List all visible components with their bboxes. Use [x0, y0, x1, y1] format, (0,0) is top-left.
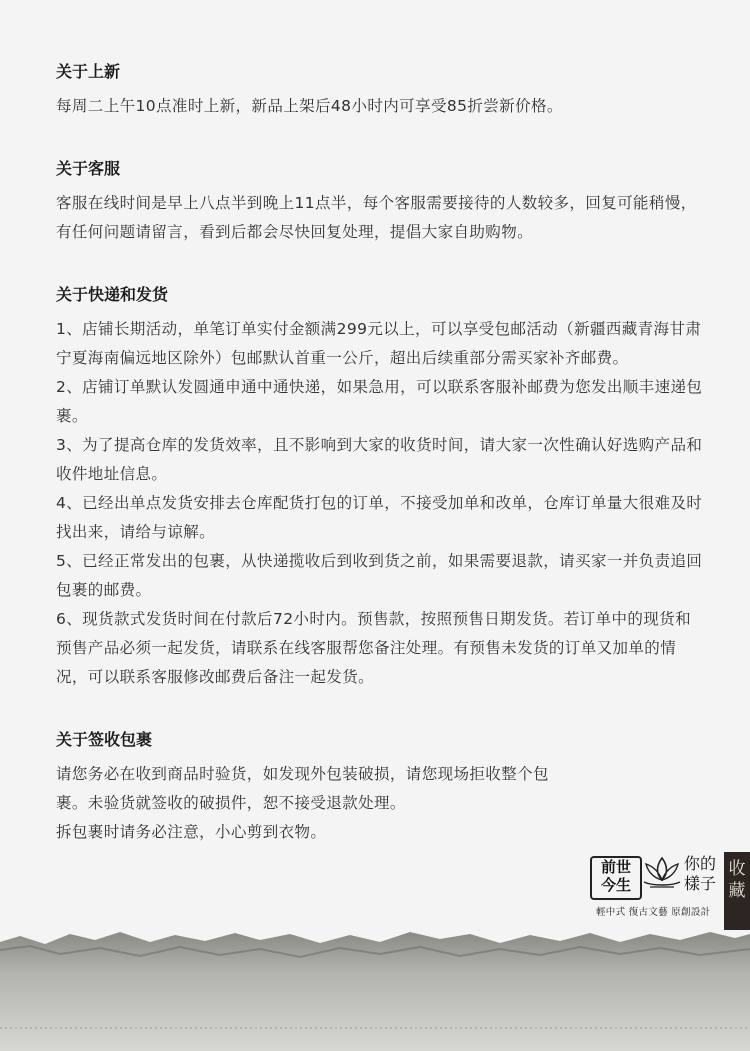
logo-tagline: 輕中式 復古文藝 原創設計 — [596, 907, 711, 918]
logo-left-block — [590, 856, 642, 900]
section-new-arrivals — [56, 58, 706, 121]
section-paragraph: 每周二上午10点准时上新，新品上架后48小时内可享受85折尝新价格。 — [56, 97, 563, 115]
torn-paper-decoration — [0, 920, 750, 1051]
section-paragraph: 2、店铺订单默认发圆通申通中通快递，如果急用，可以联系客服补邮费为您发出顺丰速递包裹。 — [56, 378, 703, 425]
logo-right-line: 你的 — [683, 854, 716, 873]
section-paragraph: 1、店铺长期活动，单笔订单实付金额满299元以上，可以享受包邮活动（新疆西藏青海甘肃宁夏海南偏远地区除外）包邮默认首重一公斤，超出后续重部分需买家补齐邮费。 — [56, 320, 702, 367]
section-paragraph: 拆包裹时请务必注意，小心剪到衣物。 — [56, 823, 327, 841]
section-customer-service — [56, 155, 706, 247]
section-paragraph: 客服在线时间是早上八点半到晚上11点半，每个客服需要接待的人数较多，回复可能稍慢，有任何问题请留言，看到后都会尽快回复处理，提倡大家自助购物。 — [56, 194, 697, 241]
section-title: 关于客服 — [56, 159, 121, 178]
section-paragraph: 请您务必在收到商品时验货，如发现外包装破损，请您现场拒收整个包裹。未验货就签收的破损件，恕不接受退款处理。 — [56, 765, 549, 812]
collect-seal[interactable] — [724, 852, 750, 930]
logo-left-text: 今生 — [600, 876, 631, 894]
section-title: 关于上新 — [56, 62, 121, 81]
logo-right-text — [678, 854, 722, 894]
section-shipping — [56, 281, 706, 692]
logo-left-text: 前世 — [600, 858, 631, 876]
section-paragraph: 4、已经出单点发货安排去仓库配货打包的订单，不接受加单和改单，仓库订单量大很难及时找出来，请给与谅解。 — [56, 494, 703, 541]
policy-content — [56, 58, 706, 881]
section-paragraph: 5、已经正常发出的包裹，从快递揽收后到收到货之前，如果需要退款，请买家一并负责追回包裹的邮费。 — [56, 552, 703, 599]
section-receiving — [56, 726, 576, 847]
section-paragraph: 6、现货款式发货时间在付款后72小时内。预售款，按照预售日期发货。若订单中的现货和预售产品必须一起发货，请联系在线客服帮您备注处理。有预售未发货的订单又加单的情况，可以联系客服修改邮费后备注一起发货。 — [56, 610, 691, 686]
seal-char: 藏 — [728, 881, 746, 901]
section-paragraph: 3、为了提高仓库的发货效率，且不影响到大家的收货时间，请大家一次性确认好选购产品和收件地址信息。 — [56, 436, 703, 483]
seal-char: 收 — [728, 859, 746, 879]
section-title: 关于快递和发货 — [56, 285, 169, 304]
section-title: 关于签收包裹 — [56, 730, 153, 749]
logo-right-line: 樣子 — [683, 874, 716, 893]
